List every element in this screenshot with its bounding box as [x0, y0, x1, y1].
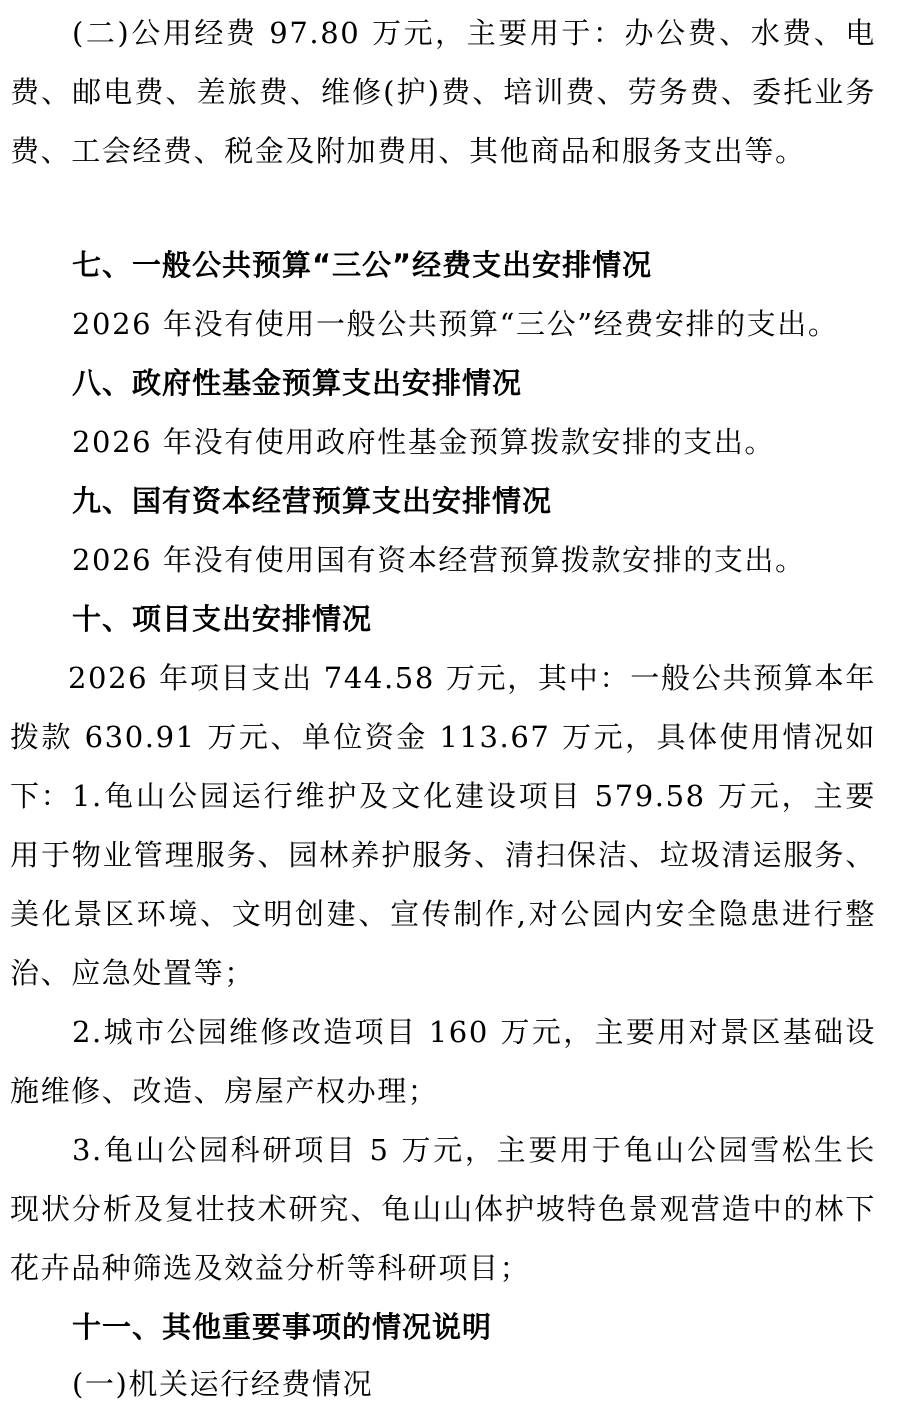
project-item-2: 2.城市公园维修改造项目 160 万元，主要用对景区基础设施维修、改造、房屋产权办理；	[10, 1015, 876, 1108]
section-9-text: 2026 年没有使用国有资本经营预算拨款安排的支出。	[72, 543, 806, 577]
section-8-heading: 八、政府性基金预算支出安排情况	[72, 366, 523, 400]
section-7-text: 2026 年没有使用一般公共预算“三公”经费安排的支出。	[72, 307, 839, 341]
section-10-summary: 2026 年项目支出 744.58 万元，其中：一般公共预算本年拨款 630.91 万元、单位资金 113.67 万元，具体使用情况如下：	[10, 661, 876, 813]
project-item-3: 3.龟山公园科研项目 5 万元，主要用于龟山公园雪松生长现状分析及复壮技术研究、龟山山体护坡特色景观营造中的林下花卉品种筛选及效益分析等科研项目；	[10, 1133, 876, 1285]
section-7-heading: 七、一般公共预算“三公”经费支出安排情况	[72, 248, 653, 282]
subsection-1-heading: (一)机关运行经费情况	[72, 1367, 374, 1401]
project-item-1: 1.龟山公园运行维护及文化建设项目 579.58 万元，主要用于物业管理服务、园林养护服务、清扫保洁、垃圾清运服务、美化景区环境、文明创建、宣传制作,对公园内安全隐患进行整治、应急处置等；	[10, 779, 876, 990]
section-11-heading: 十一、其他重要事项的情况说明	[72, 1310, 493, 1344]
section-8-text: 2026 年没有使用政府性基金预算拨款安排的支出。	[72, 425, 776, 459]
section-9-heading: 九、国有资本经营预算支出安排情况	[72, 484, 553, 518]
section-10-heading: 十、项目支出安排情况	[72, 602, 373, 636]
public-expenses-paragraph: (二)公用经费 97.80 万元，主要用于：办公费、水费、电费、邮电费、差旅费、维修(护)费、培训费、劳务费、委托业务费、工会经费、税金及附加费用、其他商品和服务支出等。	[10, 16, 876, 168]
